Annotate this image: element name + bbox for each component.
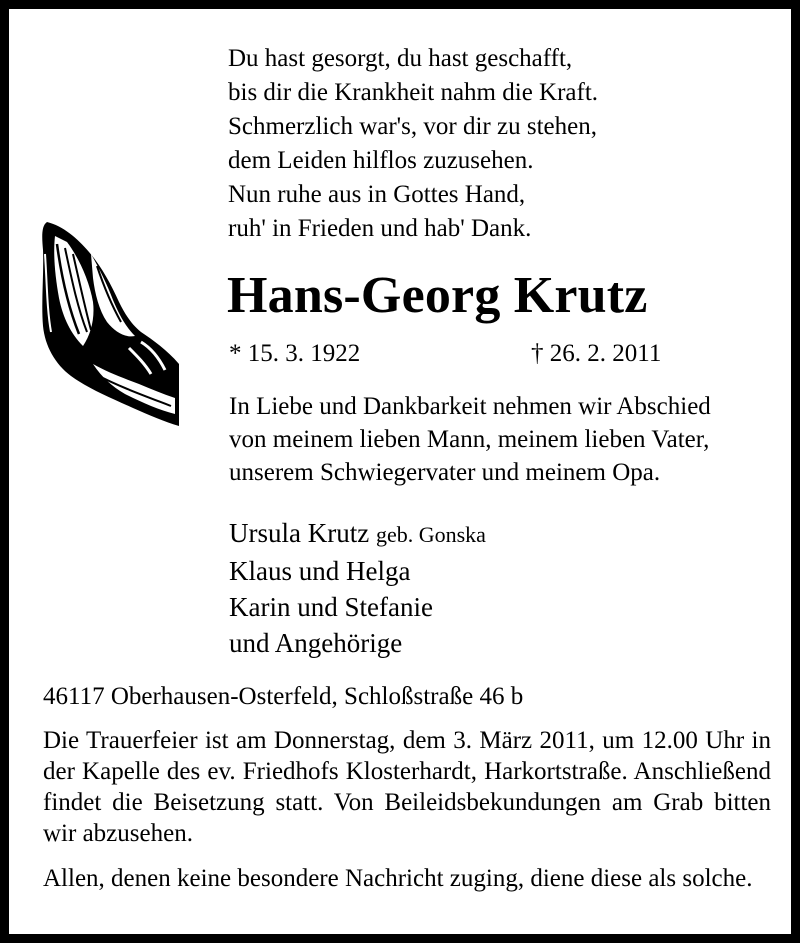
address: 46117 Oberhausen-Osterfeld, Schloßstraße 46 b bbox=[43, 683, 524, 710]
farewell-text bbox=[229, 390, 711, 489]
mourner-line: Klaus und Helga bbox=[229, 556, 411, 586]
poem-line: Du hast gesorgt, du hast geschafft, bbox=[228, 45, 573, 72]
mourner-name: Ursula Krutz bbox=[229, 518, 370, 548]
poem-line: bis dir die Krankheit nahm die Kraft. bbox=[228, 79, 599, 106]
poem-line: dem Leiden hilflos zuzusehen. bbox=[228, 147, 534, 174]
notice-text: Allen, denen keine besondere Nachricht zuging, diene diese als solche. bbox=[43, 865, 753, 892]
farewell-line: unserem Schwiegervater und meinem Opa. bbox=[229, 459, 661, 486]
mourner-line: und Angehörige bbox=[229, 628, 403, 658]
birth-date: * 15. 3. 1922 bbox=[229, 340, 361, 367]
poem-line: Schmerzlich war's, vor dir zu stehen, bbox=[228, 113, 597, 140]
praying-hands-icon bbox=[33, 214, 181, 429]
funeral-details: Die Trauerfeier ist am Donnerstag, dem 3. März 2011, um 12.00 Uhr in der Kapelle des ev. Friedhofs Klosterhardt, Harkortstraße. Anschließend findet die Beisetzung statt. Von Beileidsbekundungen am Grab bitten wir abzusehen. bbox=[43, 727, 771, 847]
farewell-line: In Liebe und Dankbarkeit nehmen wir Abschied bbox=[229, 393, 711, 420]
mourner-line: Karin und Stefanie bbox=[229, 592, 433, 622]
mourner-line bbox=[229, 515, 486, 553]
mourners-list bbox=[229, 515, 486, 661]
poem bbox=[228, 42, 598, 246]
farewell-line: von meinem lieben Mann, meinem lieben Vater, bbox=[229, 426, 710, 453]
poem-line: ruh' in Frieden und hab' Dank. bbox=[228, 215, 532, 242]
deceased-name: Hans-Georg Krutz bbox=[227, 267, 648, 324]
poem-line: Nun ruhe aus in Gottes Hand, bbox=[228, 181, 526, 208]
death-date: † 26. 2. 2011 bbox=[531, 340, 662, 367]
maiden-name: geb. Gonska bbox=[375, 522, 486, 547]
